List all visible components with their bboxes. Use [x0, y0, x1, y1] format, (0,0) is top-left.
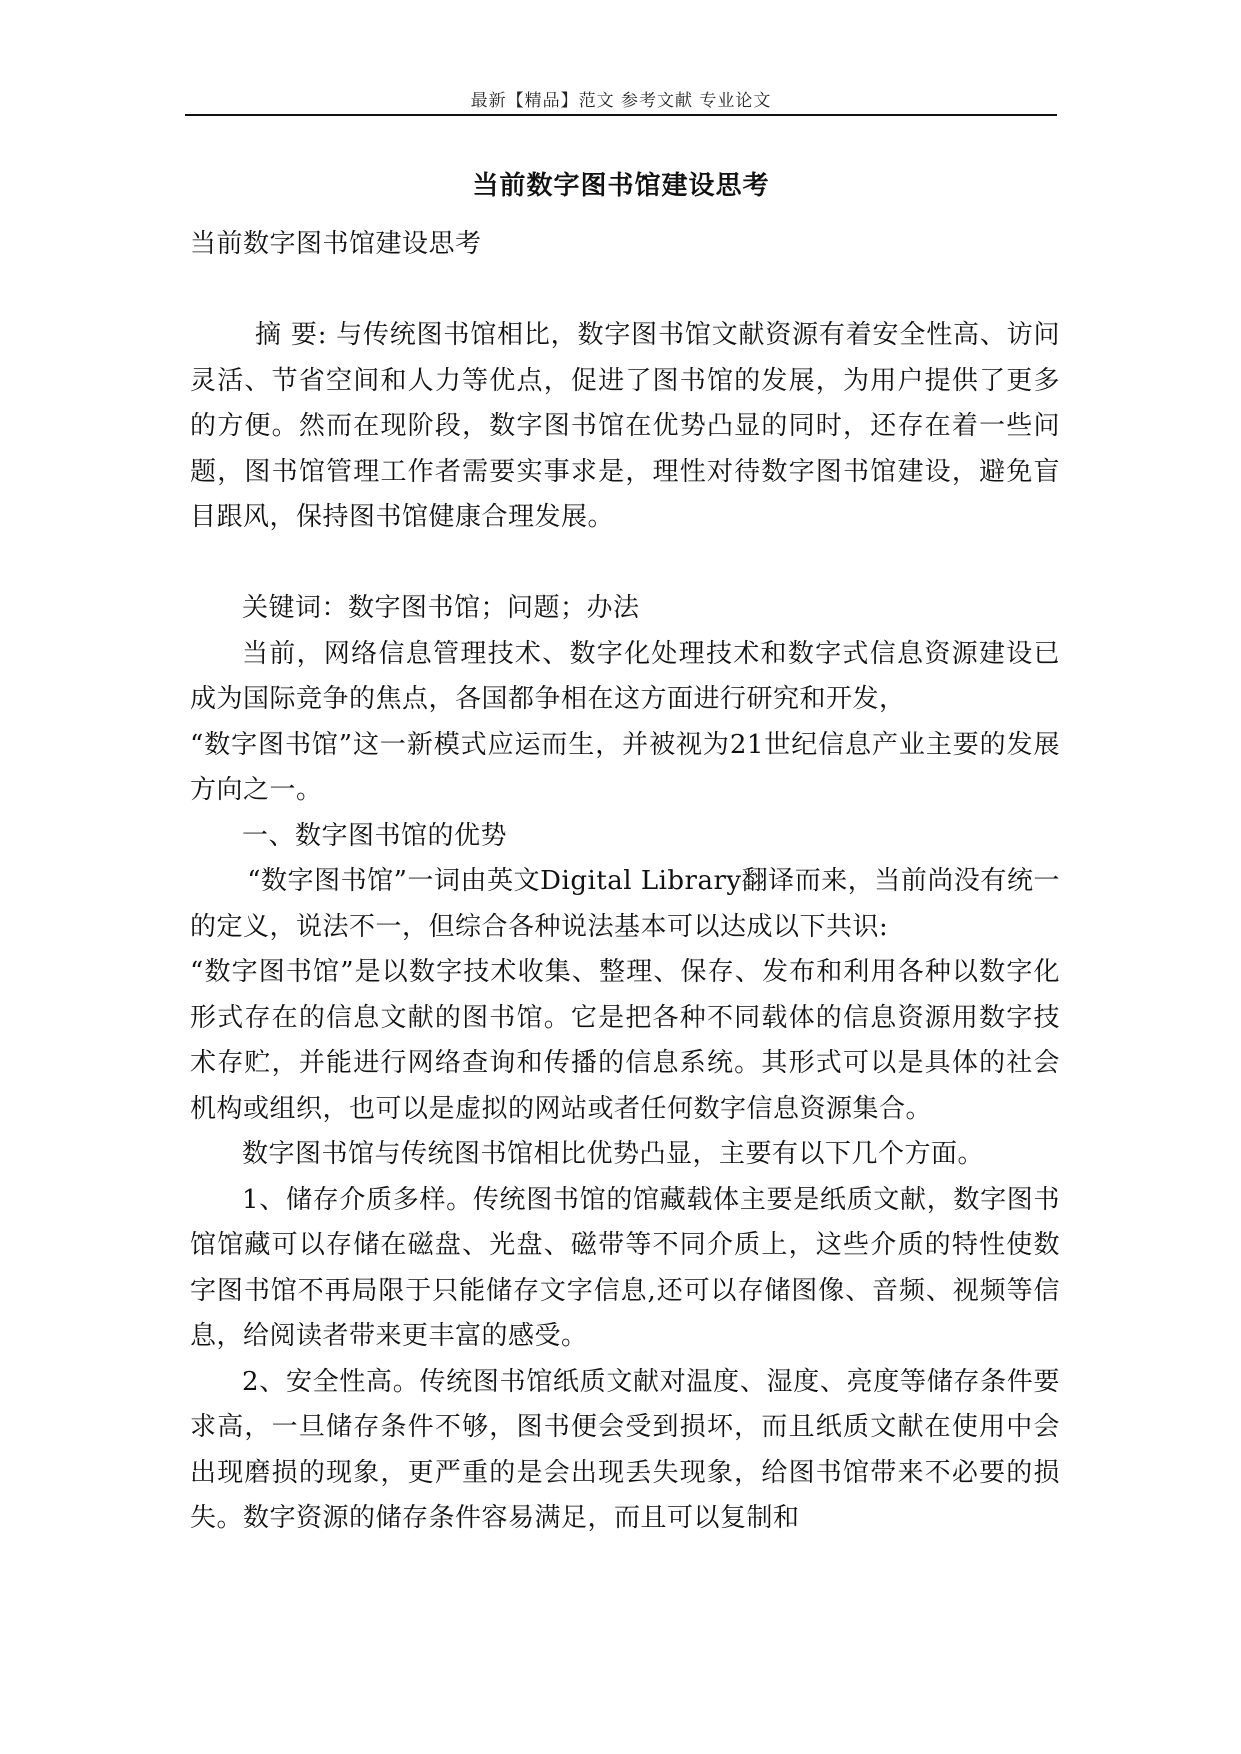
header-divider [185, 114, 1057, 116]
document-title: 当前数字图书馆建设思考 [472, 171, 770, 201]
body-paragraph: 当前，网络信息管理技术、数字化处理技术和数字式信息资源建设已成为国际竞争的焦点，各国都争相在这方面进行研究和开发， [190, 638, 1060, 714]
document-body [190, 222, 1060, 1542]
keywords-line: 关键词：数字图书馆；问题；办法 [242, 593, 640, 623]
body-paragraph: 1、储存介质多样。传统图书馆的馆藏载体主要是纸质文献，数字图书馆馆藏可以存储在磁盘、光盘、磁带等不同介质上，这些介质的特性使数字图书馆不再局限于只能储存文字信息,还可以存储图像、音频、视频等信息，给阅读者带来更丰富的感受。 [190, 1184, 1060, 1351]
spacer [190, 268, 1060, 314]
body-paragraph: “数字图书馆”是以数字技术收集、整理、保存、发布和利用各种以数字化形式存在的信息文献的图书馆。它是把各种不同载体的信息资源用数字技术存贮，并能进行网络查询和传播的信息系统。其形式可以是具体的社会机构或组织，也可以是虚拟的网站或者任何数字信息资源集合。 [190, 957, 1060, 1124]
body-paragraph: 2、安全性高。传统图书馆纸质文献对温度、湿度、亮度等储存条件要求高，一旦储存条件不够，图书便会受到损坏，而且纸质文献在使用中会出现磨损的现象，更严重的是会出现丢失现象，给图书馆带来不必要的损失。数字资源的储存条件容易满足，而且可以复制和 [190, 1366, 1060, 1533]
body-paragraph: “数字图书馆”一词由英文Digital Library翻译而来，当前尚没有统一的定义，说法不一，但综合各种说法基本可以达成以下共识: [190, 866, 1060, 942]
section-heading: 一、数字图书馆的优势 [242, 820, 508, 851]
spacer [190, 541, 1060, 587]
body-paragraph: 数字图书馆与传统图书馆相比优势凸显，主要有以下几个方面。 [242, 1139, 985, 1169]
abstract-paragraph: 摘 要: 与传统图书馆相比，数字图书馆文献资源有着安全性高、访问灵活、节省空间和人力等优点，促进了图书馆的发展，为用户提供了更多的方便。然而在现阶段，数字图书馆在优势凸显的同时，还存在着一些问题，图书馆管理工作者需要实事求是，理性对待数字图书馆建设，避免盲目跟风，保持图书馆健康合理发展。 [190, 320, 1060, 532]
page-header: 最新【精品】范文 参考文献 专业论文 [470, 91, 772, 111]
body-paragraph: “数字图书馆”这一新模式应运而生，并被视为21世纪信息产业主要的发展方向之一。 [190, 729, 1060, 805]
document-subtitle: 当前数字图书馆建设思考 [190, 229, 482, 259]
